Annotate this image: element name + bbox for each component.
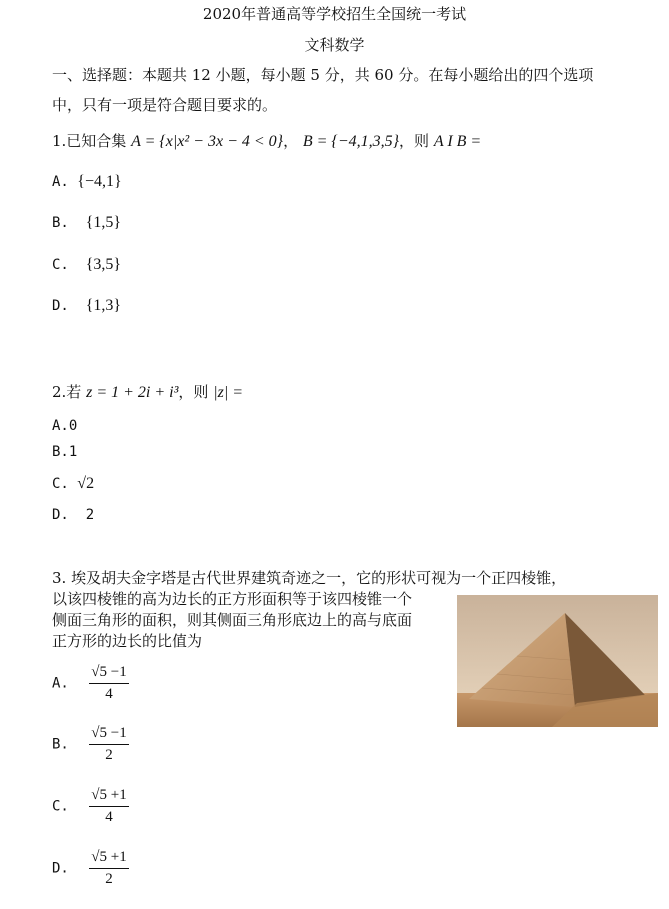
option-label: D. [52,507,69,523]
option-value: {−4,1} [77,173,122,190]
option-value: {1,3} [85,297,122,314]
q1-ask: A I B = [433,133,482,150]
q1-suffix: ，则 [399,132,430,150]
fraction [89,787,128,826]
q2-suffix: ，则 [178,383,209,401]
question-3-line1: 3. 埃及胡夫金字塔是古代世界建筑奇迹之一，它的形状可视为一个正四棱锥， [52,569,567,587]
option-label: A. [52,174,69,190]
option-value: 2 [85,507,95,523]
q1-prefix: 1.已知合集 [52,132,127,150]
q1-set-a: A = {x|x² − 3x − 4 < 0} [131,133,284,150]
option-label: B. [52,215,69,231]
q1-option-c[interactable] [52,256,121,274]
fraction-numerator: √5 −1 [89,725,128,745]
q2-expr: z = 1 + 2i + i³ [86,384,179,401]
fraction-numerator: √5 −1 [89,664,128,684]
section-instructions-line2: 中，只有一项是符合题目要求的。 [52,96,278,114]
fraction [89,664,128,703]
option-label: D. [52,298,69,314]
q1-option-b[interactable] [52,214,121,232]
option-value: {3,5} [85,256,122,273]
question-1-stem [52,130,481,151]
q2-option-c[interactable] [52,475,94,493]
option-label: C. [52,476,69,492]
q2-option-d[interactable] [52,507,94,523]
q2-prefix: 2.若 [52,383,82,401]
fraction-numerator: √5 +1 [89,849,128,869]
question-2-stem [52,381,243,402]
page-title: 2020年普通高等学校招生全国统一考试 [202,5,467,23]
q1-option-a[interactable] [52,173,122,191]
q2-option-b[interactable] [52,444,77,460]
q3-option-d[interactable] [52,849,129,888]
pyramid-photo [457,595,658,727]
page-subtitle: 文科数学 [304,36,365,54]
fraction [89,725,128,764]
q3-option-b[interactable] [52,725,129,764]
fraction [89,849,128,888]
pyramid-icon [457,595,658,727]
option-value: 1 [68,444,78,460]
q2-ask: |z| = [213,384,244,401]
option-value: √2 [77,475,95,492]
option-label: D. [52,860,69,877]
option-label: A. [52,418,69,434]
q1-separator: ， [283,132,299,150]
option-label: C. [52,798,69,815]
fraction-denominator: 2 [105,871,113,887]
question-3-line4: 正方形的边长的比值为 [52,632,203,650]
option-label: B. [52,736,69,753]
fraction-denominator: 4 [105,809,113,825]
q1-set-b: B = {−4,1,3,5} [302,133,400,150]
question-3-line2: 以该四棱锥的高为边长的正方形面积等于该四棱锥一个 [52,590,413,608]
fraction-denominator: 4 [105,686,113,702]
option-value: 0 [68,418,78,434]
question-3-line3: 侧面三角形的面积，则其侧面三角形底边上的高与底面 [52,611,413,629]
fraction-denominator: 2 [105,747,113,763]
option-label: C. [52,257,69,273]
q3-option-c[interactable] [52,787,129,826]
option-label: B. [52,444,69,460]
fraction-numerator: √5 +1 [89,787,128,807]
option-value: {1,5} [85,214,122,231]
q2-option-a[interactable] [52,418,77,434]
q1-option-d[interactable] [52,297,121,315]
section-instructions-line1: 一、选择题：本题共 12 小题，每小题 5 分，共 60 分。在每小题给出的四个选项 [52,66,594,84]
option-label: A. [52,675,69,692]
q3-option-a[interactable] [52,664,129,703]
